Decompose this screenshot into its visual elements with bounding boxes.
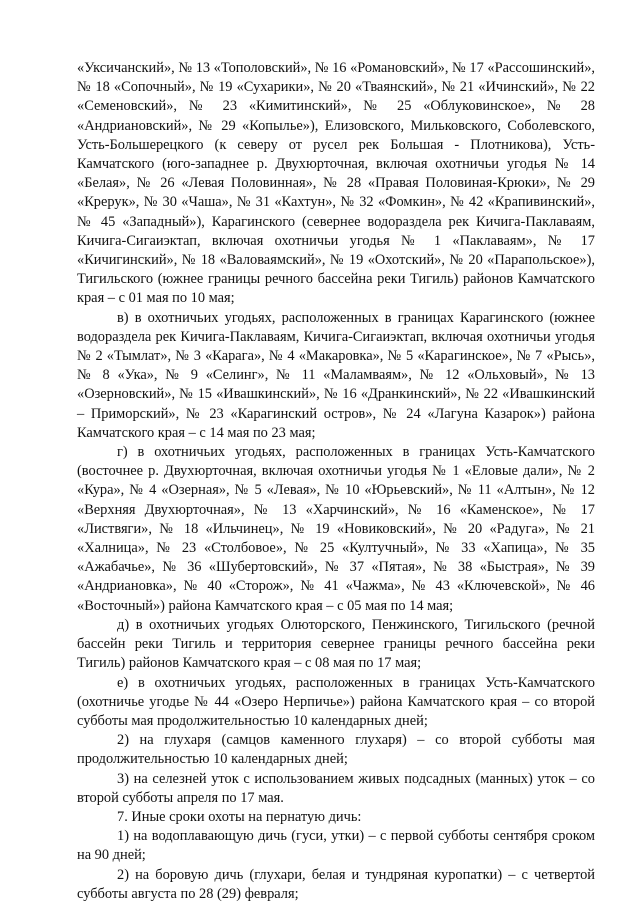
paragraph-item-d: д) в охотничьих угодьях Олюторского, Пенжинского, Тигильского (речной бассейн реки Тигиль и территория севернее границы речного бассейна реки Тигиль) районов Камчатского края – с 08 мая по 17 мая;: [77, 616, 595, 672]
paragraph-item-g: г) в охотничьих угодьях, расположенных в границах Усть-Камчатского (восточнее р. Двухюрточная, включая охотничьи угодья № 1 «Еловые дали», № 2 «Кура», № 4 «Озерная», № 5 «Левая», № 10 «Юрьевский», № 11 «Алтын», № 12 «Верхняя Двухюрточная», № 13 «Харчинский», № 16 «Каменское», № 17 «Листвяги», № 18 «Ильчинец», № 19 «Новиковский», № 20 «Радуга», № 21 «Халница», № 23 «Столбовое», № 25 «Култучный», № 33 «Хапица», № 35 «Ажабачье», № 36 «Шубертовский», № 37 «Пятая», № 38 «Быстрая», № 39 «Андриановка», № 40 «Сторож», № 41 «Чажма», № 43 «Ключевской», № 46 «Восточный») района Камчатского края – с 05 мая по 14 мая;: [77, 444, 595, 614]
paragraph-item-2-grouse: 2) на глухаря (самцов каменного глухаря) – со второй субботы мая продолжительностью 10 календарных дней;: [77, 732, 595, 768]
section-7-heading: 7. Иные сроки охоты на пернатую дичь:: [117, 808, 362, 825]
paragraph-item-v: в) в охотничьих угодьях, расположенных в границах Карагинского (южнее водораздела рек Кичига-Паклаваям, Кичига-Сигаиэктап, включая охотничьи угодья № 2 «Тымлат», № 3 «Карага», № 4 «Макаровка», № 5 «Карагинское», № 7 «Рысь», № 8 «Ука», № 9 «Селинг», № 11 «Маламваям», № 12 «Ольховый», № 13 «Озерновский», № 15 «Ивашкинский», № 16 «Дранкинский», № 22 «Ивашкинский – Приморский», № 23 «Карагинский остров», № 24 «Лагуна Казарок») района Камчатского края – с 14 мая по 23 мая;: [77, 309, 595, 441]
paragraph-item-2-upland: 2) на боровую дичь (глухари, белая и тундряная куропатки) – с четвертой субботы августа по 28 (29) февраля;: [77, 866, 595, 902]
paragraph-item-3-drakes: 3) на селезней уток с использованием живых подсадных (манных) уток – со второй субботы апреля по 17 мая.: [77, 770, 595, 806]
paragraph-continuation-b: «Уксичанский», № 13 «Тополовский», № 16 «Романовский», № 17 «Рассошинский», № 18 «Сопочный», № 19 «Сухарики», № 20 «Тваянский», № 21 «Ичинский», № 22 «Семеновский», № 23 «Кимитинский», № 25 «Облуковинское», № 28 «Андриановский», № 29 «Копылье»), Елизовского, Мильковского, Соболевского, Усть-Большерецкого (к северу от русел рек Большая - Плотникова), Усть-Камчатского (юго-западнее р. Двухюрточная, включая охотничьи угодья № 14 «Белая», № 26 «Левая Половинная», № 28 «Правая Половиная-Крюки», № 29 «Крерук», № 30 «Чаша», № 31 «Кахтун», № 32 «Фомкин», № 42 «Крапивинский», № 45 «Западный»), Карагинского (севернее водораздела рек Кичига-Паклаваям, Кичига-Сигаиэктап, включая охотничьи угодья № 1 «Паклаваям», № 17 «Кичигинский», № 18 «Валоваямский», № 19 «Охотский», № 20 «Парапольское»), Тигильского (южнее границы речного бассейна реки Тигиль) районов Камчатского края – с 01 мая по 10 мая;: [77, 60, 595, 307]
paragraph-item-e: е) в охотничьих угодьях, расположенных в границах Усть-Камчатского (охотничье угодье № 44 «Озеро Нерпичье») района Камчатского края – со второй субботы мая продолжительностью 10 календарных дней;: [77, 674, 595, 729]
paragraph-item-1-waterfowl: 1) на водоплавающую дичь (гуси, утки) – с первой субботы сентября сроком на 90 дней;: [77, 828, 595, 864]
document-page: [77, 59, 595, 904]
